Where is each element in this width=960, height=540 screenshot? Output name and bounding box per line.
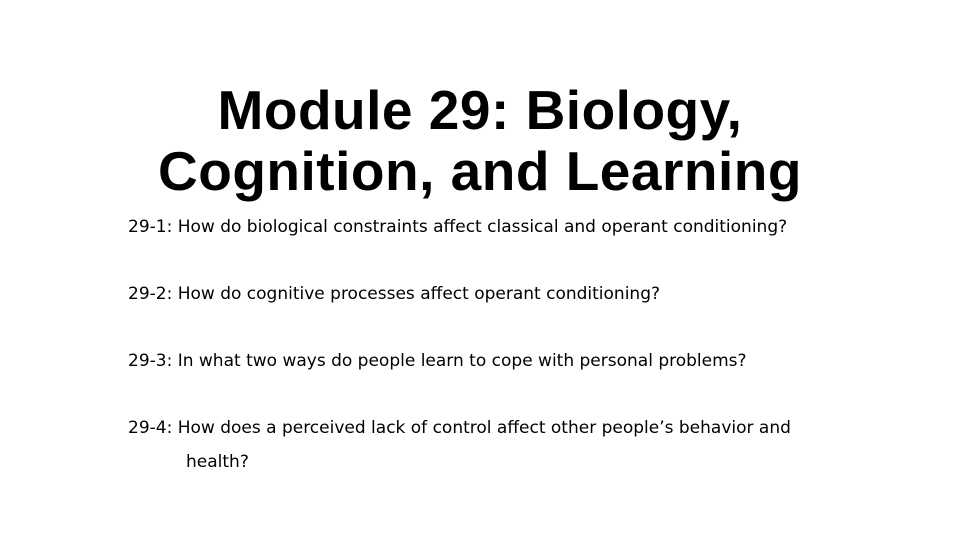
objective-29-2: 29-2: How do cognitive processes affect operant conditioning? [128, 284, 661, 304]
slide-title-line-2: Cognition, and Learning [158, 140, 802, 202]
slide-title-line-1: Module 29: Biology, [217, 79, 743, 141]
objective-29-1: 29-1: How do biological constraints affect classical and operant conditioning? [128, 217, 788, 237]
objective-29-4: 29-4: How does a perceived lack of control affect other people’s behavior and health? [128, 418, 791, 472]
learning-objectives-list [128, 210, 848, 479]
slide-title [100, 80, 860, 202]
objective-29-3: 29-3: In what two ways do people learn to cope with personal problems? [128, 351, 747, 371]
